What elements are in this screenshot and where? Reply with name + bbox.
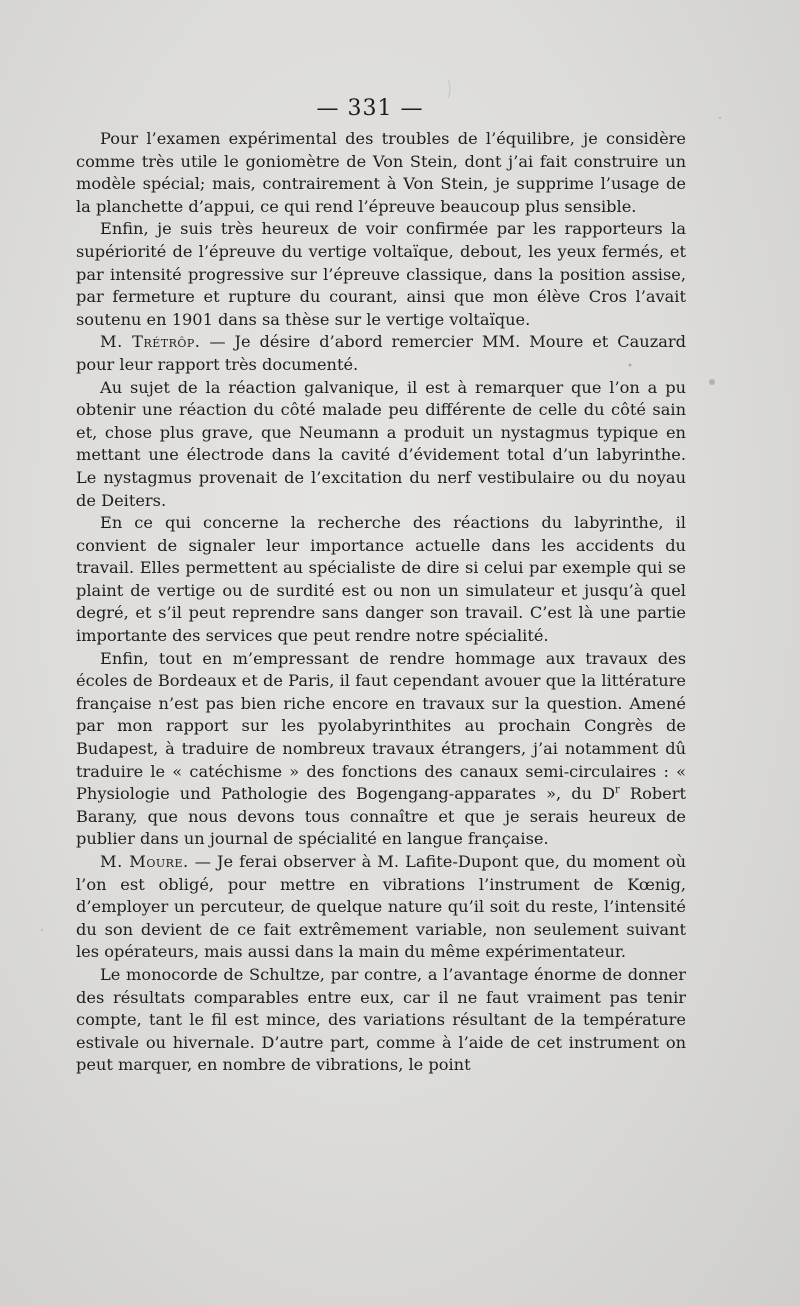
paragraph xyxy=(76,331,686,376)
page-number: — 331 — xyxy=(316,96,424,121)
paragraph-text: Enfin, je suis très heureux de voir confirmée par les rapporteurs la supériorité de l’épreuve du vertige voltaïque, debout, les yeux fermés, et par intensité progressive sur l’épreuve classique, dans la position assise, par fermeture et rupture du courant, ainsi que mon élève Cros l’avait soutenu en 1901 dans sa thèse sur le vertige voltaïque. xyxy=(76,219,686,329)
paragraph xyxy=(76,377,686,513)
paragraph-text: En ce qui concerne la recherche des réactions du labyrinthe, il convient de signaler leur importance actuelle dans les accidents du travail. Elles permettent au spécialiste de dire si celui par exemple qui se plaint de vertige ou de surdité est ou non un simulateur et jusqu’à quel degré, et s’il peut reprendre sans danger son travail. C’est là une partie importante des services que peut rendre notre spécialité. xyxy=(76,513,686,646)
paragraph xyxy=(76,128,686,218)
paragraph-text: — Je ferai observer à M. Lafite-Dupont que, du moment où l’on est obligé, pour mettre en vibrations l’instrument de Kœnig, d’employer un percuteur, de quelque nature qu’il soit du reste, l’intensité du son devient de ce fait extrêmement variable, non seulement suivant les opérateurs, mais aussi dans la main du même expérimentateur. xyxy=(76,852,687,962)
paragraph-text: Robert Barany, que nous devons tous connaître et que je serais heureux de publier dans un journal de spécialité en langue française. xyxy=(76,784,687,849)
body-text xyxy=(76,128,686,1077)
paragraph-text: Enfin, tout en m’empressant de rendre hommage aux travaux des écoles de Bordeaux et de Paris, il faut cependant avouer que la littérature française n’est pas bien riche encore en travaux sur la question. Amené par mon rapport sur les pyolabyrinthites au prochain Congrès de Budapest, à traduire de nombreux travaux étrangers, j’ai notamment dû traduire le « catéchisme » des fonctions des canaux semi-circulaires : « Physiologie und Pathologie des Bogengang-apparates », du D xyxy=(76,648,686,804)
paragraph-text: Le monocorde de Schultze, par contre, a l’avantage énorme de donner des résultats comparables entre eux, car il ne faut vraiment pas tenir compte, tant le fil est mince, des variations résultant de la température estivale ou hivernale. D’autre part, comme à l’aide de cet instrument on peut marquer, en nombre de vibrations, le point xyxy=(76,964,686,1075)
speaker-name: M. Moure. xyxy=(100,852,189,871)
speaker-name: M. Trétrôp. xyxy=(100,332,201,352)
superscript: r xyxy=(615,784,620,796)
paragraph-text: Au sujet de la réaction galvanique, il est à remarquer que l’on a pu obtenir une réaction du côté malade peu différente de celle du côté sain et, chose plus grave, que Neumann a produit un nystagmus typique en mettant une électrode dans la cavité d’évidement total d’un labyrinthe. Le nystagmus provenait de l’excitation du nerf vestibulaire ou du noyau de Deiters. xyxy=(76,377,686,510)
paragraph-text: — Je désire d’abord remercier MM. Moure et Cauzard pour leur rapport très documenté. xyxy=(76,332,686,374)
paragraph xyxy=(76,512,686,648)
paragraph xyxy=(76,218,686,331)
paragraph-text: Pour l’examen expérimental des troubles de l’équilibre, je considère comme très utile le goniomètre de Von Stein, dont j’ai fait construire un modèle spécial; mais, contrairement à Von Stein, je supprime l’usage de la planchette d’appui, ce qui rend l’épreuve beaucoup plus sensible. xyxy=(76,129,686,216)
paragraph xyxy=(76,648,686,851)
paragraph xyxy=(76,964,686,1077)
paragraph xyxy=(76,851,686,964)
